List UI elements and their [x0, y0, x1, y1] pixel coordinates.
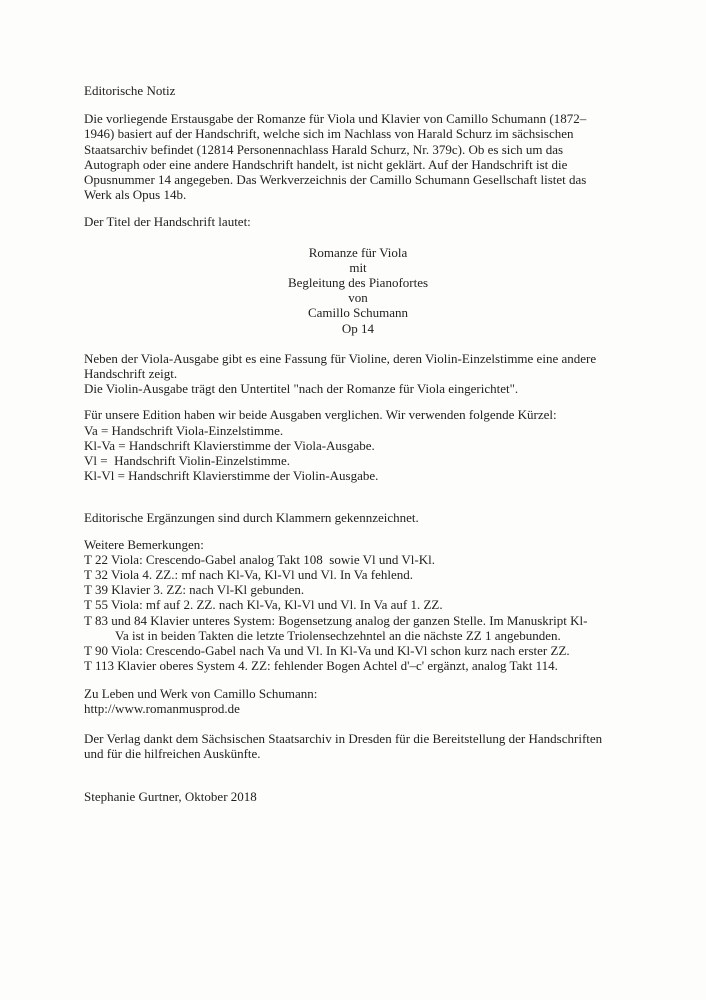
- dank-line: und für die hilfreichen Auskünfte.: [84, 746, 261, 762]
- leben-werk-section: [84, 686, 632, 716]
- intro-line: Staatsarchiv befindet (12814 Personennachlass Harald Schurz, Nr. 379c). Ob es sich um das: [84, 141, 564, 157]
- kuerzel-paragraph: [84, 407, 632, 483]
- work-title-line: Op 14: [341, 320, 375, 336]
- fassungen-line: Die Violin-Ausgabe trägt den Untertitel "nach der Romanze für Viola eingerichtet".: [84, 381, 519, 397]
- intro-paragraph: [84, 111, 632, 202]
- kuerzel-line: Va = Handschrift Viola-Einzelstimme.: [84, 422, 284, 438]
- kuerzel-line: Kl-Vl = Handschrift Klavierstimme der Violin-Ausgabe.: [84, 468, 379, 484]
- kuerzel-line: Für unsere Edition haben wir beide Ausgaben verglichen. Wir verwenden folgende Kürzel:: [84, 407, 557, 423]
- bemerkung-line: T 55 Viola: mf auf 2. ZZ. nach Kl-Va, Kl-Vl und Vl. In Va auf 1. ZZ.: [84, 597, 443, 613]
- website-url: http://www.romanmusprod.de: [84, 700, 240, 716]
- work-title-line: Begleitung des Pianofortes: [287, 275, 429, 291]
- bemerkung-line: T 32 Viola 4. ZZ.: mf nach Kl-Va, Kl-Vl und Vl. In Va fehlend.: [84, 567, 413, 583]
- work-title-block: [84, 245, 632, 336]
- fassungen-line: Handschrift zeigt.: [84, 366, 178, 382]
- bemerkung-line: T 39 Klavier 3. ZZ: nach Vl-Kl gebunden.: [84, 582, 305, 598]
- dank-line: Der Verlag dankt dem Sächsischen Staatsarchiv in Dresden für die Bereitstellung der Handschriften: [84, 730, 603, 746]
- handschrift-titel-label: Der Titel der Handschrift lautet:: [84, 214, 251, 230]
- dank-paragraph: [84, 731, 632, 761]
- kuerzel-line: Kl-Va = Handschrift Klavierstimme der Viola-Ausgabe.: [84, 437, 375, 453]
- fassungen-paragraph: [84, 351, 632, 397]
- intro-line: Opusnummer 14 angegeben. Das Werkverzeichnis der Camillo Schumann Gesellschaft listet das: [84, 172, 587, 188]
- bemerkung-line: T 113 Klavier oberes System 4. ZZ: fehlender Bogen Achtel d'–c' ergänzt, analog Takt 114.: [84, 658, 558, 674]
- bemerkung-line: T 22 Viola: Crescendo-Gabel analog Takt 108 sowie Vl und Vl-Kl.: [84, 551, 435, 567]
- kuerzel-line: Vl = Handschrift Violin-Einzelstimme.: [84, 453, 290, 469]
- fassungen-line: Neben der Viola-Ausgabe gibt es eine Fassung für Violine, deren Violin-Einzelstimme eine andere: [84, 350, 597, 366]
- work-title-line: von: [348, 290, 368, 306]
- work-title-line: Camillo Schumann: [307, 305, 409, 321]
- signature: Stephanie Gurtner, Oktober 2018: [84, 789, 257, 805]
- bemerkung-line-continuation: Va ist in beiden Takten die letzte Triolensechzehntel an die nächste ZZ 1 angebunden.: [115, 627, 561, 643]
- leben-werk-label: Zu Leben und Werk von Camillo Schumann:: [84, 685, 318, 701]
- intro-line: Die vorliegende Erstausgabe der Romanze für Viola und Klavier von Camillo Schumann (1872–: [84, 111, 587, 127]
- ergaenzungen-note: Editorische Ergänzungen sind durch Klammern gekennzeichnet.: [84, 510, 419, 526]
- bemerkungen-section: [84, 537, 632, 674]
- bemerkungen-heading: Weitere Bemerkungen:: [84, 536, 204, 552]
- work-title-line: Romanze für Viola: [308, 244, 408, 260]
- intro-line: 1946) basiert auf der Handschrift, welche sich im Nachlass von Harald Schurz im sächsischen: [84, 126, 574, 142]
- intro-line: Werk als Opus 14b.: [84, 187, 187, 203]
- page-title: Editorische Notiz: [84, 83, 176, 98]
- bemerkung-line: T 90 Viola: Crescendo-Gabel nach Va und Vl. In Kl-Va und Kl-Vl schon kurz nach erster ZZ.: [84, 643, 570, 659]
- bemerkung-line: T 83 und 84 Klavier unteres System: Bogensetzung analog der ganzen Stelle. Im Manuskript Kl-: [84, 612, 588, 628]
- work-title-line: mit: [349, 259, 367, 275]
- document-content: [84, 83, 632, 805]
- intro-line: Autograph oder eine andere Handschrift handelt, ist nicht geklärt. Auf der Handschrift ist die: [84, 156, 568, 172]
